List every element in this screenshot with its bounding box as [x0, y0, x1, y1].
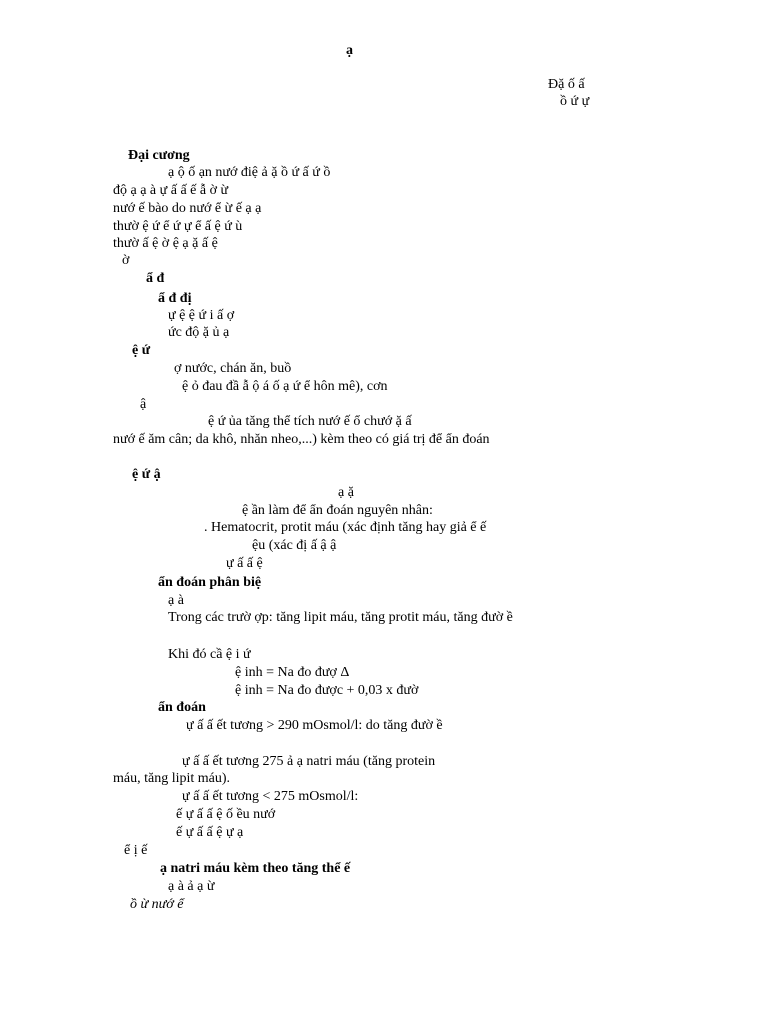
text-line: máu, tăng lipit máu). — [113, 771, 231, 786]
author-line-1: Đặ ố ấ — [548, 77, 585, 92]
text-line: ệ inh = Na đo đượ Δ — [235, 665, 350, 680]
text-line: ạ à ả ạ ừ — [168, 879, 215, 894]
text-line: ế ự ấ ấ ệ ự ạ — [176, 825, 244, 840]
subsection-heading: ệ ứ ậ — [132, 467, 161, 482]
section-heading: ẩ đ — [146, 271, 165, 286]
subsection-heading: ạ natri máu kèm theo tăng thể ế — [160, 861, 351, 876]
text-line: ự ấ ấ ệ — [226, 556, 263, 571]
text-line: ự ệ ệ ứ i ấ ợ — [168, 308, 235, 323]
text-line: ạ ặ — [338, 485, 354, 500]
text-line: thườ ệ ứ ể ứ ự ể ấ ệ ứ ù — [113, 219, 243, 234]
text-line: Khi đó cầ ệ i ứ — [168, 647, 251, 662]
text-line: ế ự ấ ấ ệ ố ều nướ — [176, 807, 276, 822]
text-line: Trong các trườ ợp: tăng lipit máu, tăng protit máu, tăng đườ ề — [168, 610, 513, 625]
text-line: nướ ế ăm cân; da khô, nhăn nheo,...) kèm theo có giá trị để ẩn đoán — [113, 432, 490, 447]
text-line: ự ấ ấ ết tương 275 ả ạ natri máu (tăng protein — [182, 754, 436, 769]
text-line: ạ ộ ố ạn nướ điệ ả ặ ồ ứ ấ ứ ồ — [168, 165, 331, 180]
author-line-2: ồ ứ ự — [560, 94, 590, 109]
text-line: nướ ế bào do nướ ể ừ ế ạ ạ — [113, 201, 262, 216]
text-line: ồ ừ nướ ể — [130, 897, 184, 912]
text-line: thườ ấ ệ ờ ệ ạ ặ ấ ệ — [113, 236, 218, 251]
text-line: ệ ần làm để ẩn đoán nguyên nhân: — [242, 503, 433, 518]
text-line: ậ — [140, 397, 147, 412]
text-line: ệu (xác đị ấ ậ ậ — [252, 538, 337, 553]
text-line: ự ấ ấ ết tương < 275 mOsmol/l: — [182, 789, 359, 804]
section-heading: Đại cương — [128, 148, 190, 163]
text-line: ể ị ế — [124, 843, 148, 858]
text-line: ợ nước, chán ăn, buồ — [174, 361, 292, 376]
subsection-heading: ẩn đoán phân biệ — [158, 575, 262, 590]
document-title: ạ — [346, 43, 353, 58]
text-line: ờ — [122, 253, 130, 268]
text-line: độ ạ ạ à ự ấ ấ ế ẫ ờ ừ — [113, 183, 229, 198]
text-line: . Hematocrit, protit máu (xác định tăng hay giả ể ế — [204, 520, 487, 535]
subsection-heading: ẩ đ đị — [158, 291, 192, 306]
subsection-heading: ẩn đoán — [158, 700, 206, 715]
subsection-heading: ệ ứ — [132, 343, 151, 358]
text-line: ệ inh = Na đo được + 0,03 x đườ — [235, 683, 419, 698]
text-line: ức độ ặ ủ ạ — [168, 325, 230, 340]
text-line: ệ ỏ đau đầ ẫ ộ á ố ạ ứ ể hôn mê), cơn — [182, 379, 388, 394]
text-line: ạ à — [168, 593, 184, 608]
text-line: ự ấ ấ ết tương > 290 mOsmol/l: do tăng đườ ề — [186, 718, 443, 733]
text-line: ệ ứ ủa tăng thể tích nướ ế ổ chướ ặ ấ — [208, 414, 412, 429]
